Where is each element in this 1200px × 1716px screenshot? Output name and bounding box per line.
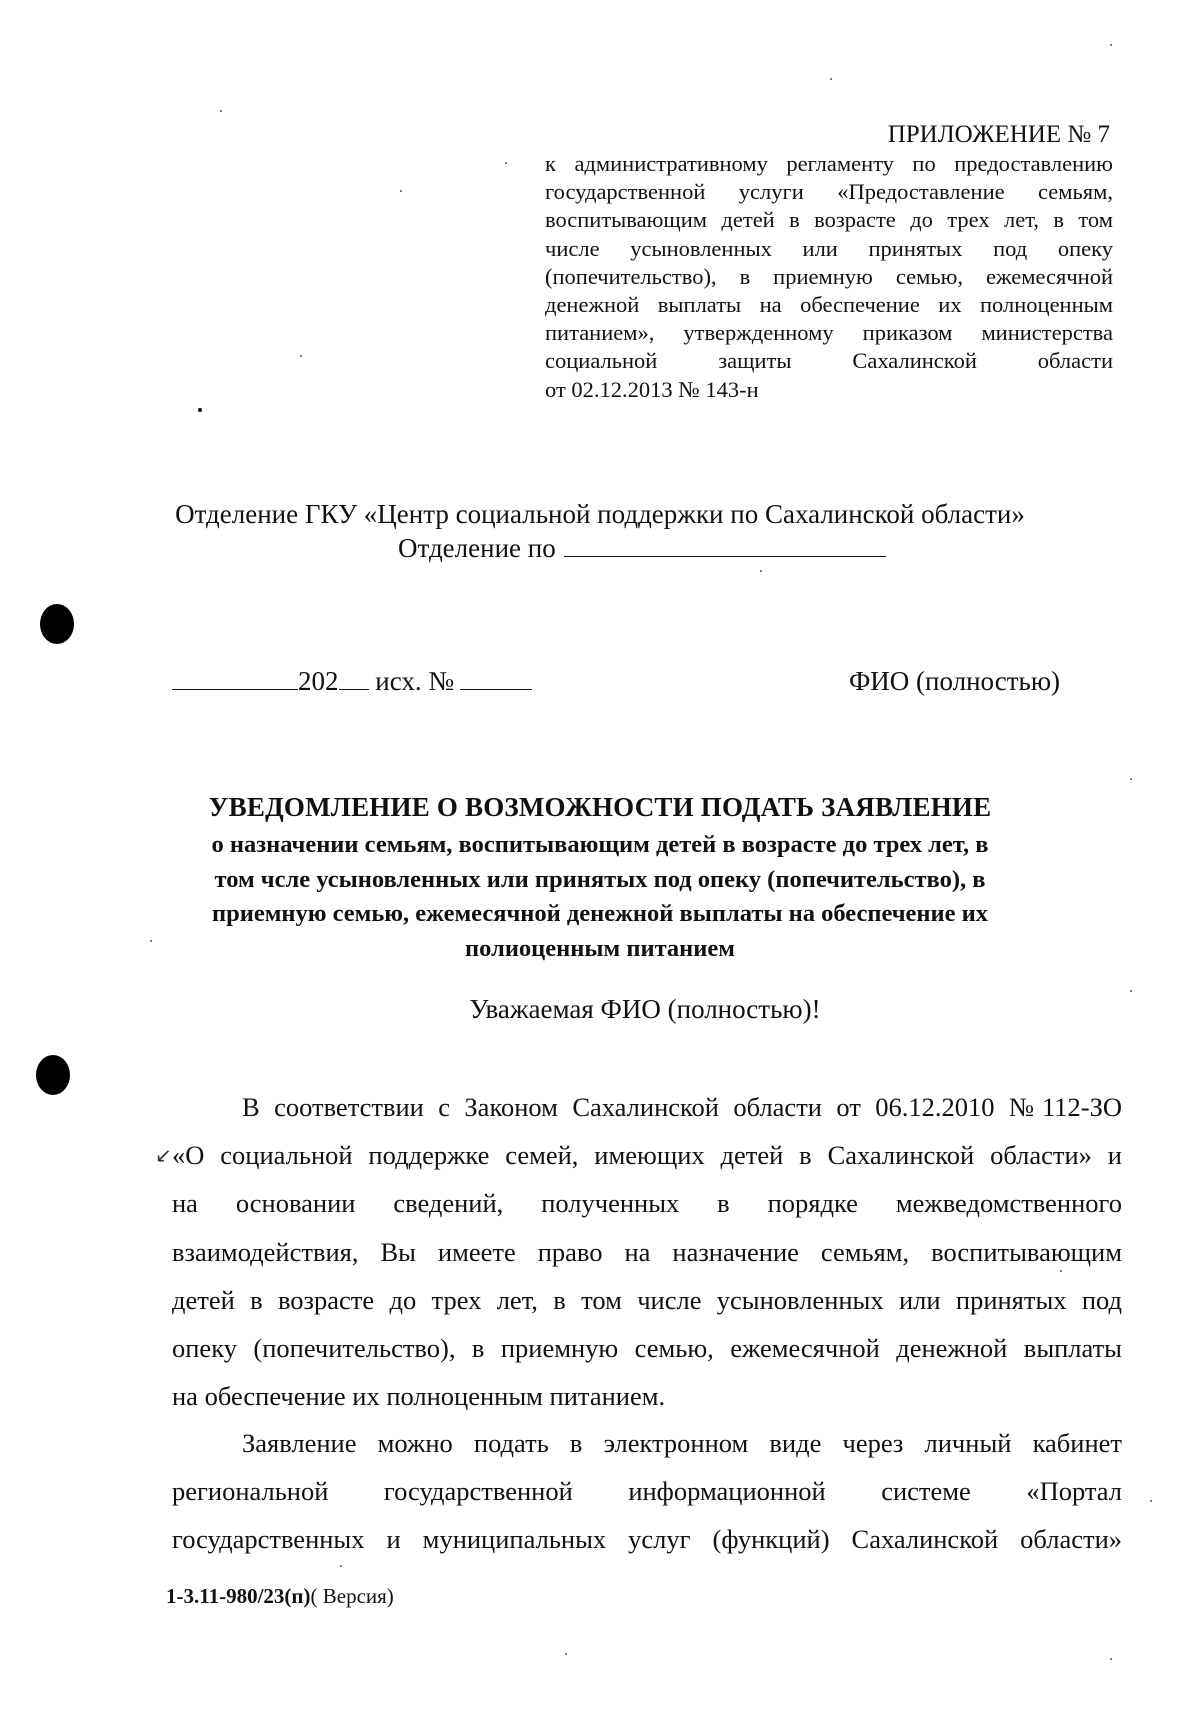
- appendix-line: питанием», утвержденному приказом министерства: [545, 320, 1113, 346]
- binder-hole-top: [40, 604, 74, 644]
- appendix-line: социальной защиты Сахалинской области: [545, 348, 1113, 374]
- paragraph-line: государственных и муниципальных услуг (функций) Сахалинской области»: [172, 1524, 1122, 1555]
- appendix-line: государственной услуги «Предоставление семьям,: [545, 179, 1113, 205]
- scan-speck: [760, 570, 762, 572]
- recipient-name: ФИО (полностью): [848, 666, 1060, 696]
- body-paragraph-1: [172, 1083, 1122, 1420]
- notice-subtitle-line: том чсле усыновленных или принятых под опеку (попечительство), в: [214, 865, 986, 893]
- notice-subtitle-line: полиоценным питанием: [465, 934, 735, 962]
- paragraph-line: на обеспечение их полноценным питанием.: [172, 1381, 666, 1412]
- document-version: ( Версия): [310, 1584, 394, 1608]
- document-code: [166, 1583, 394, 1609]
- binder-hole-bottom: [36, 1055, 70, 1095]
- document-code-number: 1-3.11-980/23(п): [166, 1584, 311, 1608]
- notice-subtitle-line: о назначении семьям, воспитывающим детей в возрасте до трех лет, в: [211, 831, 989, 858]
- paragraph-line: детей в возрасте до трех лет, в том числе усыновленных или принятых под: [172, 1284, 1122, 1315]
- notice-subtitle-line: приемную семью, ежемесячной денежной выплаты на обеспечение их: [211, 900, 989, 927]
- appendix-line: к административному регламенту по предоставлению: [545, 151, 1113, 176]
- appendix-line: воспитывающим детей в возрасте до трех лет, в том: [545, 207, 1113, 233]
- appendix-line: (попечительство), в приемную семью, ежемесячной: [545, 263, 1113, 289]
- department-blank-field: [564, 530, 886, 557]
- paragraph-line: «О социальной поддержке семей, имеющих детей в Сахалинской области» и: [172, 1140, 1122, 1171]
- paragraph-line: региональной государственной информационной системе «Портал: [172, 1476, 1122, 1507]
- scan-speck: [505, 162, 507, 164]
- appendix-line: числе усыновленных или принятых под опеку: [545, 235, 1113, 261]
- date-blank-field: [172, 665, 298, 690]
- organization-name: Отделение ГКУ «Центр социальной поддержки по Сахалинской области»: [175, 499, 1025, 529]
- scan-speck: [1130, 778, 1132, 780]
- notice-subtitle: [170, 828, 1030, 966]
- scan-speck: [830, 78, 832, 80]
- scan-speck: [220, 110, 222, 112]
- appendix-line: денежной выплаты на обеспечение их полноценным: [545, 292, 1113, 318]
- outgoing-number-blank-field: [460, 665, 532, 690]
- paragraph-line: В соответствии с Законом Сахалинской области от 06.12.2010 №112-ЗО: [242, 1092, 1122, 1122]
- department-label: Отделение по: [398, 533, 556, 563]
- department-line: [398, 530, 886, 565]
- scan-speck: [565, 1653, 567, 1655]
- notice-title: УВЕДОМЛЕНИЕ О ВОЗМОЖНОСТИ ПОДАТЬ ЗАЯВЛЕНИЕ: [208, 792, 992, 822]
- outgoing-number-label: исх. №: [375, 666, 455, 696]
- appendix-line: от 02.12.2013 № 143-н: [545, 376, 759, 402]
- scan-speck: [300, 355, 302, 357]
- paragraph-line: взаимодействия, Вы имеете право на назначение семьям, воспитывающим: [172, 1236, 1122, 1267]
- salutation: Уважаемая ФИО (полностью)!: [469, 994, 821, 1024]
- scan-speck: [1110, 44, 1112, 46]
- year-prefix: 202: [298, 666, 339, 696]
- scan-speck: [150, 940, 152, 942]
- outgoing-reference: [172, 664, 532, 698]
- scan-speck: [1150, 1500, 1152, 1502]
- scan-speck: [1110, 1658, 1112, 1660]
- paragraph-line: Заявление можно подать в электронном виде через личный кабинет: [242, 1428, 1122, 1458]
- scan-mark: ↙: [155, 1143, 172, 1167]
- body-paragraph-2: [172, 1419, 1122, 1564]
- year-blank-field: [339, 665, 369, 690]
- appendix-title: ПРИЛОЖЕНИЕ № 7: [887, 121, 1110, 148]
- scan-dot: [198, 408, 202, 412]
- scan-speck: [400, 190, 402, 192]
- paragraph-line: опеку (попечительство), в приемную семью, ежемесячной денежной выплаты: [172, 1333, 1122, 1364]
- paragraph-line: на основании сведений, полученных в порядке межведомственного: [172, 1188, 1122, 1219]
- appendix-reference: [545, 150, 1113, 404]
- scan-speck: [340, 1565, 342, 1567]
